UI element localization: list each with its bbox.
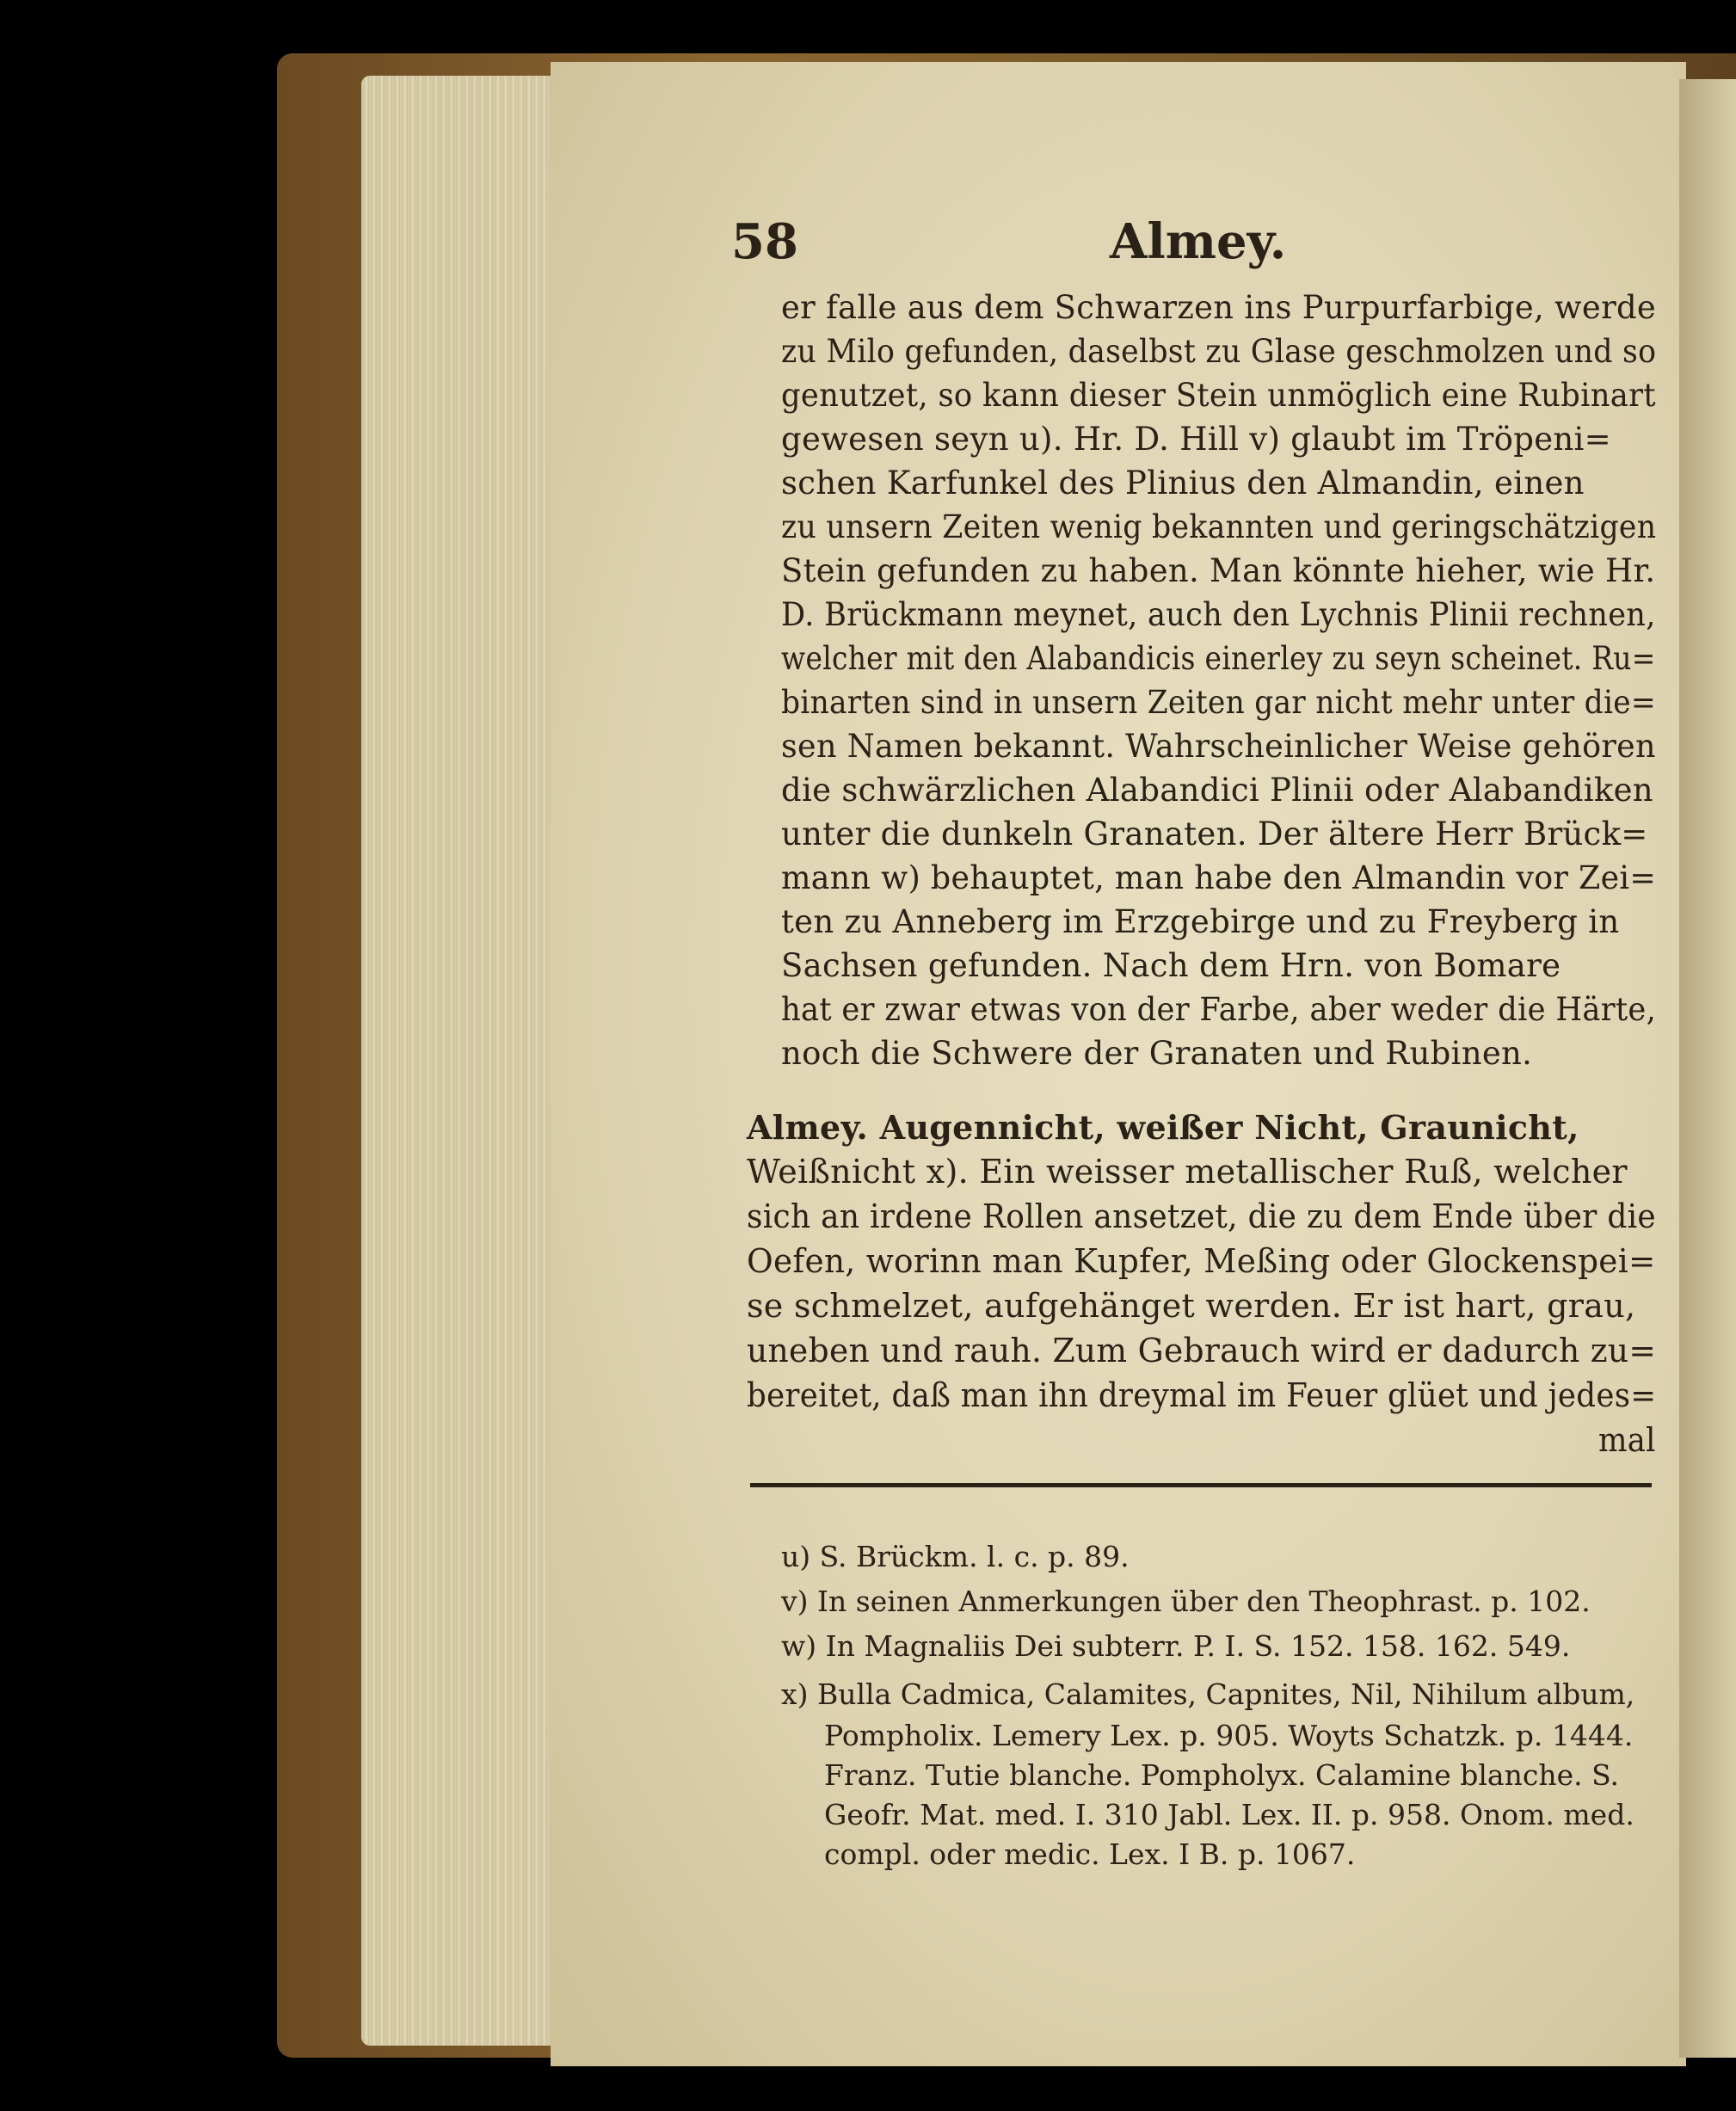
entry-line: bereitet, daß man ihn dreymal im Feuer glüet und jedes= bbox=[747, 1376, 1657, 1414]
page-number: 58 bbox=[731, 213, 798, 270]
body-line: schen Karfunkel des Plinius den Almandin, einen bbox=[781, 465, 1585, 502]
body-line: mann w) behauptet, man habe den Almandin vor Zei= bbox=[781, 859, 1657, 896]
entry-line: uneben und rauh. Zum Gebrauch wird er dadurch zu= bbox=[747, 1332, 1657, 1369]
footnote-x-line: compl. oder medic. Lex. I B. p. 1067. bbox=[824, 1837, 1356, 1871]
footnote-x: x) Bulla Cadmica, Calamites, Capnites, Nil, Nihilum album, bbox=[781, 1677, 1635, 1711]
entry-line: Weißnicht x). Ein weisser metallischer Ruß, welcher bbox=[747, 1153, 1628, 1191]
body-line: zu Milo gefunden, daselbst zu Glase geschmolzen und so bbox=[781, 333, 1657, 370]
body-line: Sachsen gefunden. Nach dem Hrn. von Bomare bbox=[781, 947, 1561, 984]
page-edges bbox=[361, 76, 568, 2046]
footnote-u: u) S. Brückm. l. c. p. 89. bbox=[781, 1540, 1130, 1573]
body-line: er falle aus dem Schwarzen ins Purpurfarbige, werde bbox=[781, 289, 1657, 326]
body-line: gewesen seyn u). Hr. D. Hill v) glaubt im Tröpeni= bbox=[781, 421, 1611, 458]
footnote-v: v) In seinen Anmerkungen über den Theophrast. p. 102. bbox=[781, 1585, 1591, 1618]
footnote-x-line: Geofr. Mat. med. I. 310 Jabl. Lex. II. p. 958. Onom. med. bbox=[824, 1798, 1634, 1831]
body-line: unter die dunkeln Granaten. Der ältere Herr Brück= bbox=[781, 815, 1648, 852]
body-line: hat er zwar etwas von der Farbe, aber weder die Härte, bbox=[781, 991, 1657, 1028]
body-line: Stein gefunden zu haben. Man könnte hieher, wie Hr. bbox=[781, 552, 1656, 589]
body-line: genutzet, so kann dieser Stein unmöglich eine Rubinart bbox=[781, 377, 1656, 414]
body-line: welcher mit den Alabandicis einerley zu seyn scheinet. Ru= bbox=[781, 640, 1656, 677]
footnote-w: w) In Magnaliis Dei subterr. P. I. S. 152. 158. 162. 549. bbox=[781, 1629, 1571, 1663]
footnote-x-line: Pompholix. Lemery Lex. p. 905. Woyts Schatzk. p. 1444. bbox=[824, 1719, 1634, 1752]
body-line: zu unsern Zeiten wenig bekannten und geringschätzigen bbox=[781, 508, 1657, 545]
running-head: Almey. bbox=[1110, 213, 1287, 270]
catchword: mal bbox=[1598, 1421, 1656, 1459]
body-line: binarten sind in unsern Zeiten gar nicht mehr unter die= bbox=[781, 684, 1656, 721]
body-line: D. Brückmann meynet, auch den Lychnis Plinii rechnen, bbox=[781, 596, 1656, 633]
footnote-x-line: Franz. Tutie blanche. Pompholyx. Calamine blanche. S. bbox=[824, 1758, 1620, 1792]
footnote-rule bbox=[750, 1483, 1652, 1487]
body-line: ten zu Anneberg im Erzgebirge und zu Freyberg in bbox=[781, 903, 1620, 940]
body-line: sen Namen bekannt. Wahrscheinlicher Weise gehören bbox=[781, 728, 1656, 765]
entry-line: Oefen, worinn man Kupfer, Meßing oder Glockenspei= bbox=[747, 1242, 1656, 1280]
body-line: die schwärzlichen Alabandici Plinii oder Alabandiken bbox=[781, 772, 1653, 809]
entry-headword-line: Almey. Augennicht, weißer Nicht, Graunicht, bbox=[747, 1108, 1579, 1147]
entry-line: sich an irdene Rollen ansetzet, die zu dem Ende über die bbox=[747, 1197, 1657, 1235]
facing-page-edge bbox=[1679, 79, 1736, 2058]
body-line: noch die Schwere der Granaten und Rubinen. bbox=[781, 1035, 1533, 1072]
entry-line: se schmelzet, aufgehänget werden. Er ist hart, grau, bbox=[747, 1287, 1636, 1325]
